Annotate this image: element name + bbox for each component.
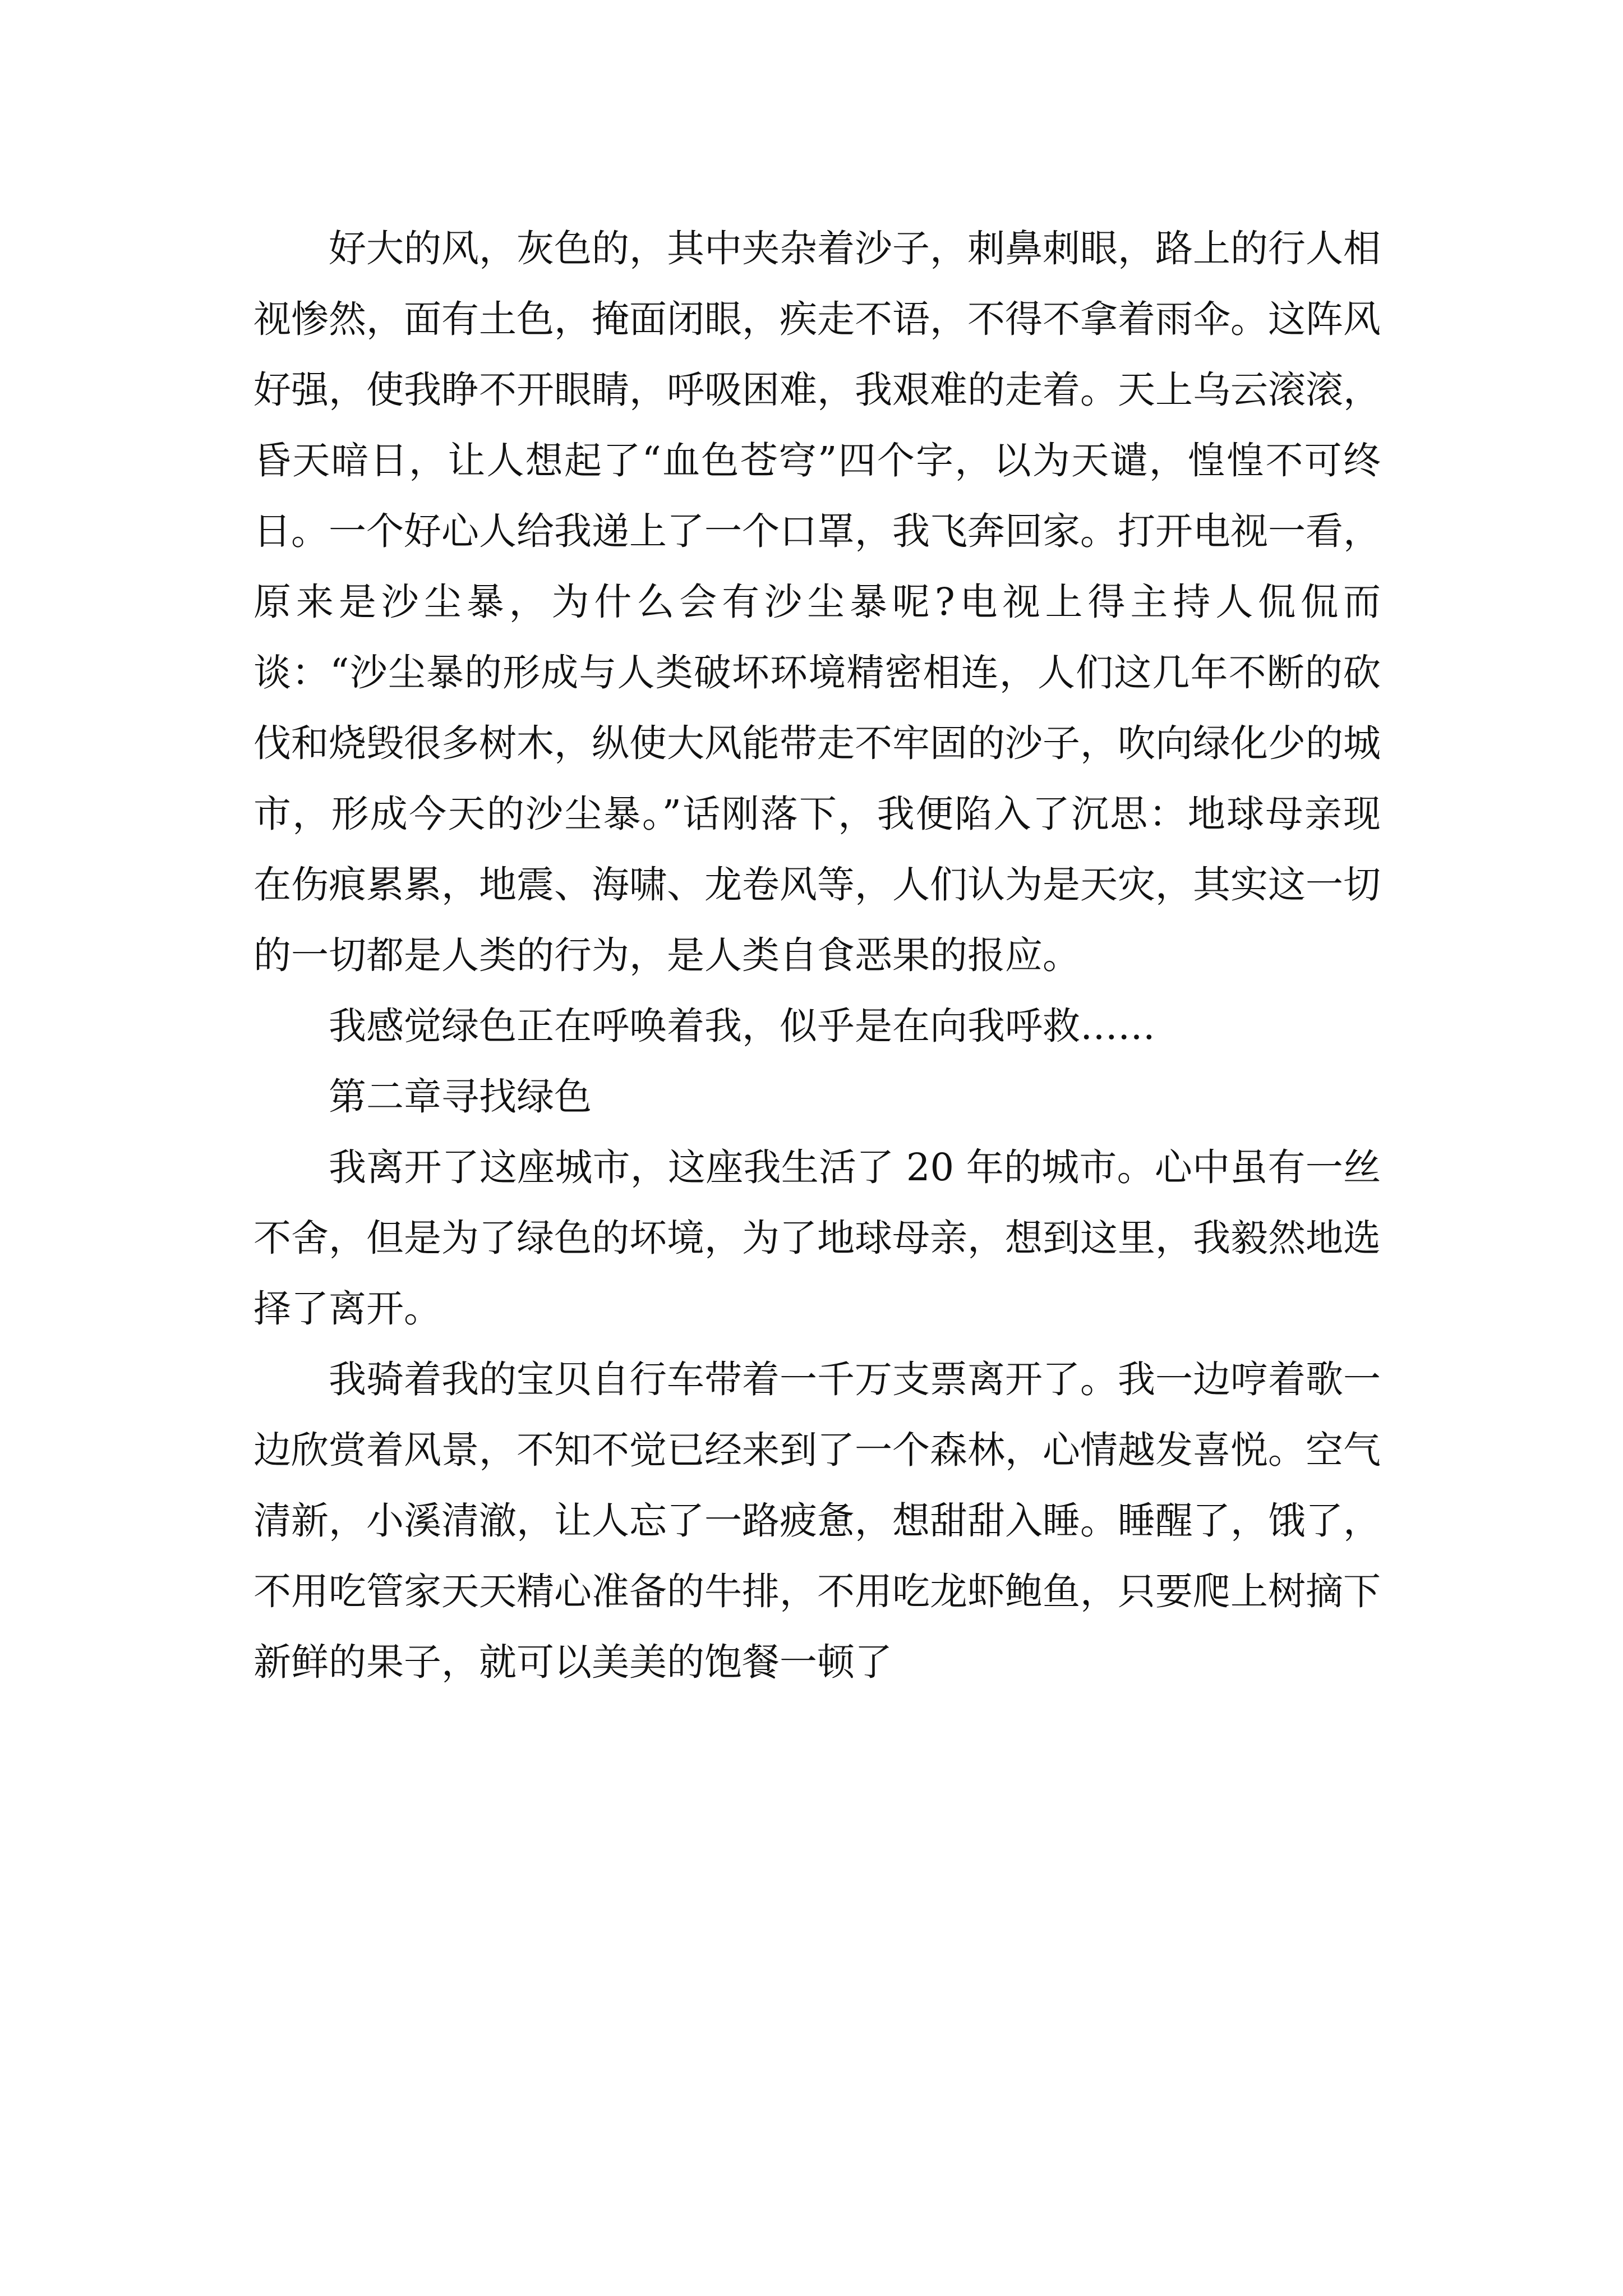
paragraph-green-calling: 我感觉绿色正在呼唤着我，似乎是在向我呼救…… — [329, 1004, 1155, 1048]
chapter-heading: 第二章寻找绿色 — [329, 1075, 592, 1119]
paragraph-forest: 我骑着我的宝贝自行车带着一千万支票离开了。我一边哼着歌一边欣赏着风景，不知不觉已经来到了一个森林，心情越发喜悦。空气清新，小溪清澈，让人忘了一路疲惫，想甜甜入睡。睡醒了，饿了，不用吃管家天天精心准备的牛排，不用吃龙虾鲍鱼，只要爬上树摘下新鲜的果子，就可以美美的饱餐一顿了 — [253, 1358, 1381, 1684]
body-text — [253, 213, 1381, 1697]
paragraph-leaving-city: 我离开了这座城市，这座我生活了 20 年的城市。心中虽有一丝不舍，但是为了绿色的坏境，为了地球母亲，想到这里，我毅然地选择了离开。 — [253, 1145, 1381, 1331]
paragraph-sandstorm: 好大的风，灰色的，其中夹杂着沙子，刺鼻刺眼，路上的行人相视惨然，面有土色，掩面闭眼，疾走不语，不得不拿着雨伞。这阵风好强，使我睁不开眼睛，呼吸困难，我艰难的走着。天上乌云滚滚，昏天暗日，让人想起了“血色苍穹”四个字，以为天谴，惶惶不可终日。一个好心人给我递上了一个口罩，我飞奔回家。打开电视一看，原来是沙尘暴，为什么会有沙尘暴呢?电视上得主持人侃侃而谈：“沙尘暴的形成与人类破坏环境精密相连，人们这几年不断的砍伐和烧毁很多树木，纵使大风能带走不牢固的沙子，吹向绿化少的城市，形成今天的沙尘暴。”话刚落下，我便陷入了沉思：地球母亲现在伤痕累累，地震、海啸、龙卷风等，人们认为是天灾，其实这一切的一切都是人类的行为，是人类自食恶果的报应。 — [253, 227, 1381, 977]
